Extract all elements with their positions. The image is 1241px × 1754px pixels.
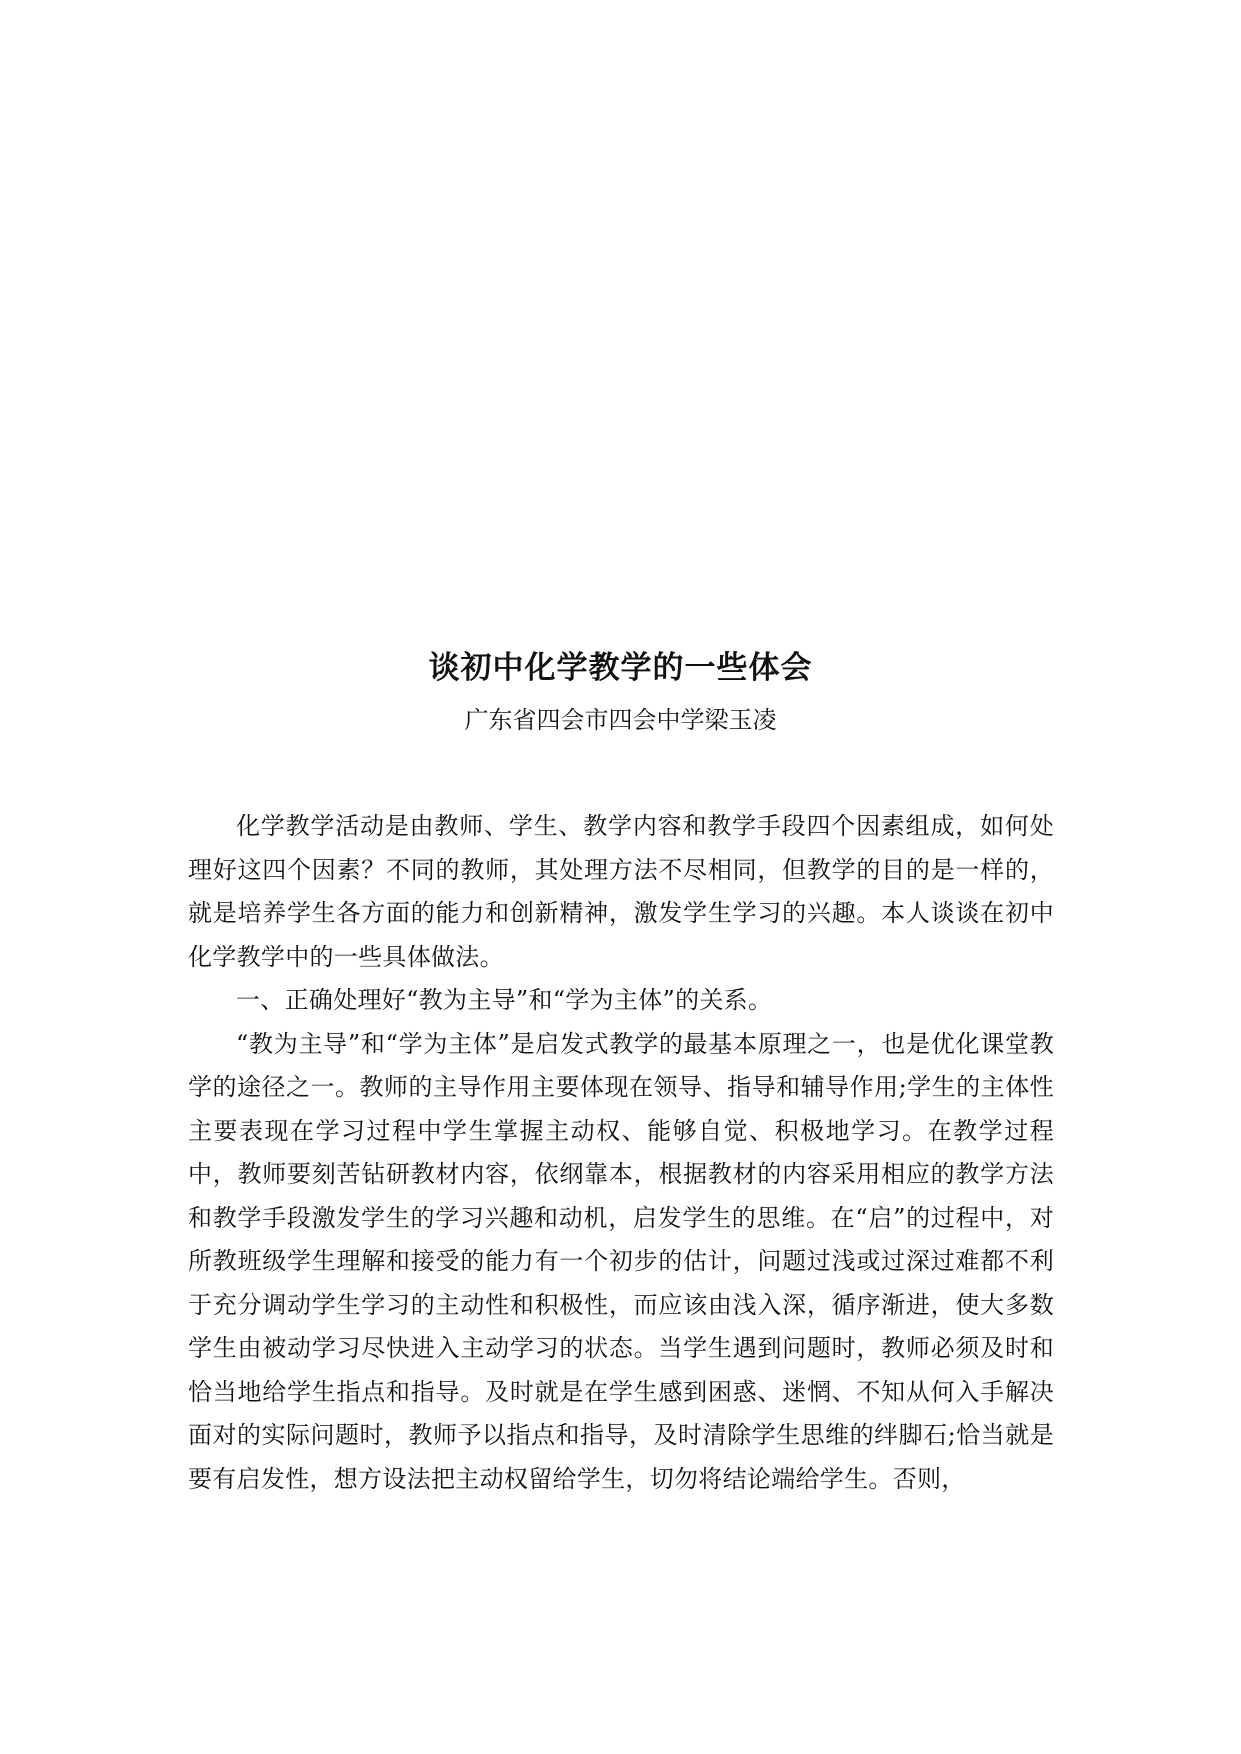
document-title: 谈初中化学教学的一些体会 xyxy=(428,650,813,686)
author-byline: 广东省四会市四会中学梁玉凌 xyxy=(464,706,777,734)
document-body xyxy=(188,805,1054,1501)
paragraph-intro: 化学教学活动是由教师、学生、教学内容和教学手段四个因素组成，如何处理好这四个因素？不同的教师，其处理方法不尽相同，但教学的目的是一样的，就是培养学生各方面的能力和创新精神，激发学生学习的兴趣。本人谈谈在初中化学教学中的一些具体做法。 xyxy=(188,812,1054,971)
paragraph-section-1: “教为主导”和“学为主体”是启发式教学的最基本原理之一，也是优化课堂教学的途径之一。教师的主导作用主要体现在领导、指导和辅导作用;学生的主体性主要表现在学习过程中学生掌握主动权、能够自觉、积极地学习。在教学过程中，教师要刻苦钻研教材内容，依纲靠本，根据教材的内容采用相应的教学方法和教学手段激发学生的学习兴趣和动机，启发学生的思维。在“启”的过程中，对所教班级学生理解和接受的能力有一个初步的估计，问题过浅或过深过难都不利于充分调动学生学习的主动性和积极性，而应该由浅入深，循序渐进，使大多数学生由被动学习尽快进入主动学习的状态。当学生遇到问题时，教师必须及时和恰当地给学生指点和指导。及时就是在学生感到困惑、迷惘、不知从何入手解决面对的实际问题时，教师予以指点和指导，及时清除学生思维的绊脚石;恰当就是要有启发性，想方设法把主动权留给学生，切勿将结论端给学生。否则， xyxy=(188,1029,1054,1493)
section-heading-1: 一、正确处理好“教为主导”和“学为主体”的关系。 xyxy=(236,986,773,1014)
